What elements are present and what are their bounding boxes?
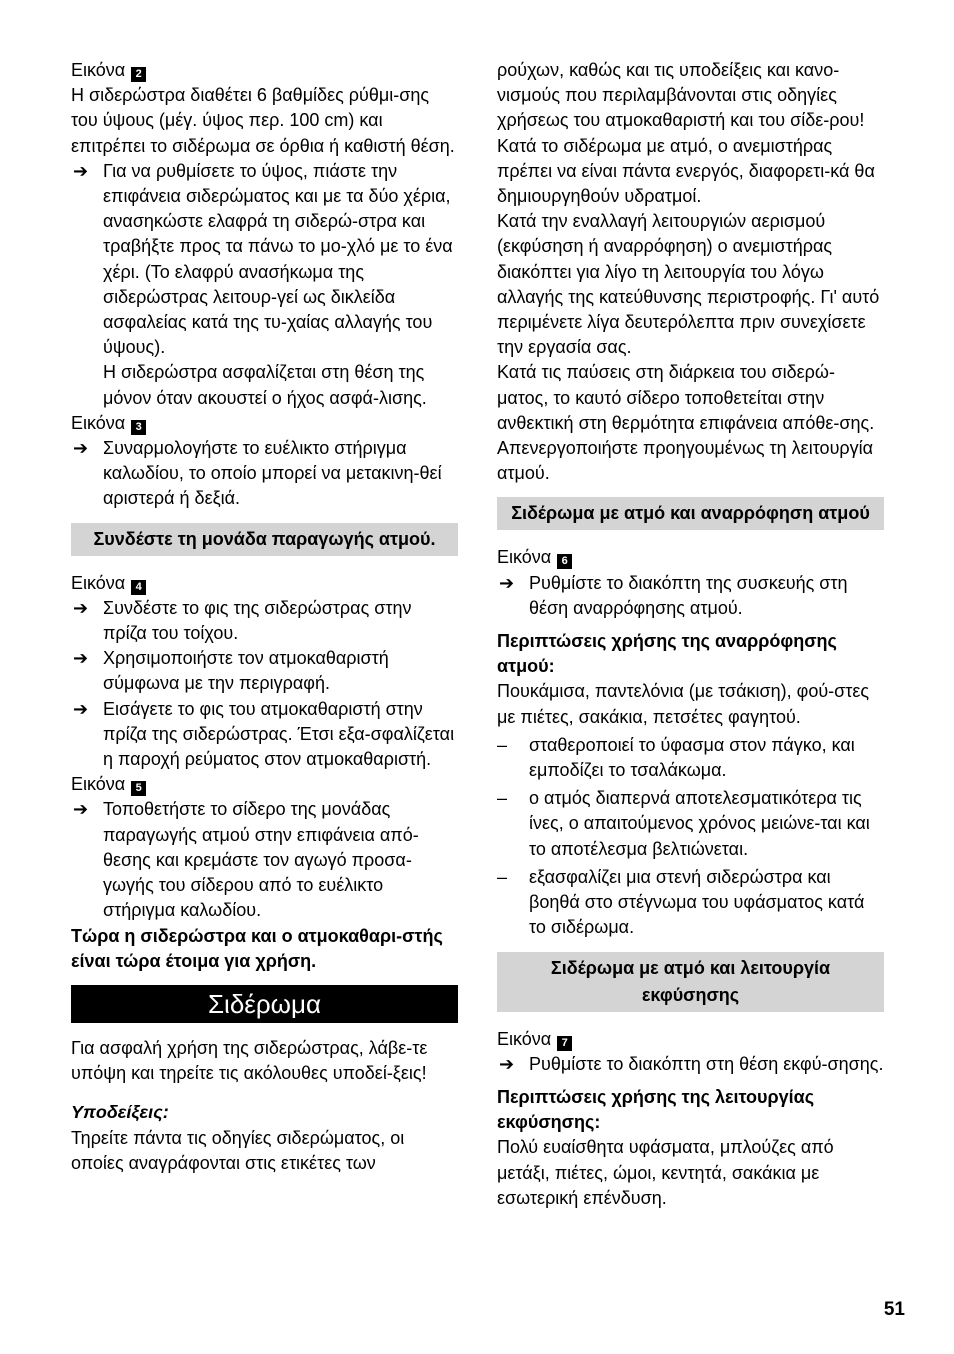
height-lock-note: Η σιδερώστρα ασφαλίζεται στη θέση της μόνον όταν ακουστεί ο ήχος ασφά-λισης. (103, 362, 427, 408)
fan-paragraph: Κατά το σιδέρωμα με ατμό, ο ανεμιστήρας πρέπει να είναι πάντα ενεργός, διαφορετι-κά θα δημιουργηθούν υδρατμοί. (497, 135, 875, 207)
section-heading-ironing: Σιδέρωμα (71, 985, 458, 1023)
ready-statement: Τώρα η σιδερώστρα και ο ατμοκαθαρι-στής είναι τώρα έτοιμα για χρήση. (71, 925, 443, 971)
suction-items-paragraph: Πουκάμισα, παντελόνια (με τσάκιση), φού-στες με πιέτες, σακάκια, πετσέτες φαγητού. (497, 681, 870, 727)
dash-item-dry: – εξασφαλίζει μια στενή σιδερώστρα και βοηθά στο στέγνωμα του υφάσματος κατά το σιδέρωμα. (497, 865, 884, 941)
pause-paragraph: Κατά τις παύσεις στη διάρκεια του σιδερώ-ματος, το καυτό σίδερο τοποθετείται στην ανθεκτική στη θερμότητα επιφάνεια απόθε-σης. Απενεργοποιήστε προηγουμένως τη λειτουργία ατμού. (497, 362, 875, 484)
figure-ref-2: Εικόνα 2 (71, 58, 458, 83)
figure-number-badge: 5 (131, 781, 146, 796)
figure-ref-6: Εικόνα 6 (497, 545, 884, 570)
continued-paragraph: ρούχων, καθώς και τις υποδείξεις και κανο-νισμούς που περιλαμβάνονται στις οδηγίες χρήσεως του ατμοκαθαριστή και του σίδε-ρου! (497, 60, 865, 131)
blow-items-paragraph: Πολύ ευαίσθητα υφάσματα, μπλούζες από μετάξι, πιέτες, ώμοι, κεντητά, σακάκια με εσωτερική επένδυση. (497, 1137, 834, 1208)
figure-number-badge: 2 (131, 67, 146, 82)
left-column (71, 58, 458, 1176)
figure-number-badge: 6 (557, 554, 572, 569)
step-set-suction: ➔ Ρυθμίστε το διακόπτη της συσκευής στη θέση αναρρόφησης ατμού. (497, 571, 884, 621)
step-adjust-height: ➔ Για να ρυθμίσετε το ύψος, πιάστε την επιφάνεια σιδερώματος και με τα δύο χέρια, ανασηκώστε ελαφρά τη σιδερώ-στρα και τραβήξτε προς τα πάνω το μο-χλό με το ένα χέρι. (Το ελαφρύ ανασήκωμα της σιδερώστρας λειτουρ-γεί ως δικλείδα ασφαλείας κατά της τυ-χαίας αλλαγής του ύψους). (71, 159, 458, 361)
step-plug-wall: ➔ Συνδέστε το φις της σιδερώστρας στην πρίζα του τοίχου. (71, 596, 458, 646)
hints-label: Υποδείξεις: (71, 1102, 169, 1123)
figure-number-badge: 7 (557, 1036, 572, 1051)
figure-number-badge: 3 (131, 420, 146, 435)
section-heading-blow: Σιδέρωμα με ατμό και λειτουργία εκφύσησης (497, 952, 884, 1012)
figure-ref-4: Εικόνα 4 (71, 571, 458, 596)
step-cable-holder: ➔ Συναρμολογήστε το ευέλικτο στήριγμα καλωδίου, το οποίο μπορεί να μετακινη-θεί αριστερά ή δεξιά. (71, 436, 458, 512)
section-heading-suction: Σιδέρωμα με ατμό και αναρρόφηση ατμού (497, 497, 884, 530)
figure-ref-5: Εικόνα 5 (71, 772, 458, 797)
blow-cases-label: Περιπτώσεις χρήσης της λειτουργίας εκφύσησης: (497, 1086, 815, 1133)
step-set-blow: ➔ Ρυθμίστε το διακόπτη στη θέση εκφύ-σησης. (497, 1052, 884, 1077)
dash-item-stabilize: – σταθεροποιεί το ύφασμα στον πάγκο, και εμποδίζει το τσαλάκωμα. (497, 733, 884, 783)
step-insert-plug: ➔ Εισάγετε το φις του ατμοκαθαριστή στην πρίζα της σιδερώστρας. Έτσι εξα-σφαλίζεται η παροχή ρεύματος στον ατμοκαθαριστή. (71, 697, 458, 773)
suction-cases-label: Περιπτώσεις χρήσης της αναρρόφησης ατμού: (497, 631, 837, 677)
safety-paragraph: Για ασφαλή χρήση της σιδερώστρας, λάβε-τε υπόψη και τηρείτε τις ακόλουθες υποδεί-ξεις! (71, 1037, 428, 1084)
switch-mode-paragraph: Κατά την εναλλαγή λειτουργιών αερισμού (εκφύσηση ή αναρρόφηση) ο ανεμιστήρας διακόπτει για λίγο τη λειτουργία του λόγω αλλαγής της κατεύθυνσης περιστροφής. Γι' αυτό περιμένετε λίγα δευτερόλεπτα πριν συνεχίσετε την εργασία σας. (497, 211, 880, 358)
right-column (497, 58, 884, 1211)
section-heading-connect: Συνδέστε τη μονάδα παραγωγής ατμού. (71, 523, 458, 556)
dash-item-penetrate: – ο ατμός διαπερνά αποτελεσματικότερα τις ίνες, ο απαιτούμενος χρόνος μειώνε-ται και το αποτέλεσμα βελτιώνεται. (497, 786, 884, 862)
figure-number-badge: 4 (131, 580, 146, 595)
step-use-cleaner: ➔ Χρησιμοποιήστε τον ατμοκαθαριστή σύμφωνα με την περιγραφή. (71, 646, 458, 696)
page-number: 51 (883, 1299, 905, 1320)
hints-paragraph: Τηρείτε πάντα τις οδηγίες σιδερώματος, οι οποίες αναγράφονται στις ετικέτες των (71, 1127, 405, 1173)
figure-ref-7: Εικόνα 7 (497, 1027, 884, 1052)
figure-ref-3: Εικόνα 3 (71, 411, 458, 436)
intro-paragraph: Η σιδερώστρα διαθέτει 6 βαθμίδες ρύθμι-σης του ύψους (μέγ. ύψος περ. 100 cm) και επιτρέπει το σιδέρωμα σε όρθια ή καθιστή θέση. (71, 85, 455, 156)
step-place-iron: ➔ Τοποθετήστε το σίδερο της μονάδας παραγωγής ατμού στην επιφάνεια από-θεσης και κρεμάστε τον αγωγό προσα-γωγής του σίδερου από το ευέλικτο στήριγμα καλωδίου. (71, 797, 458, 923)
